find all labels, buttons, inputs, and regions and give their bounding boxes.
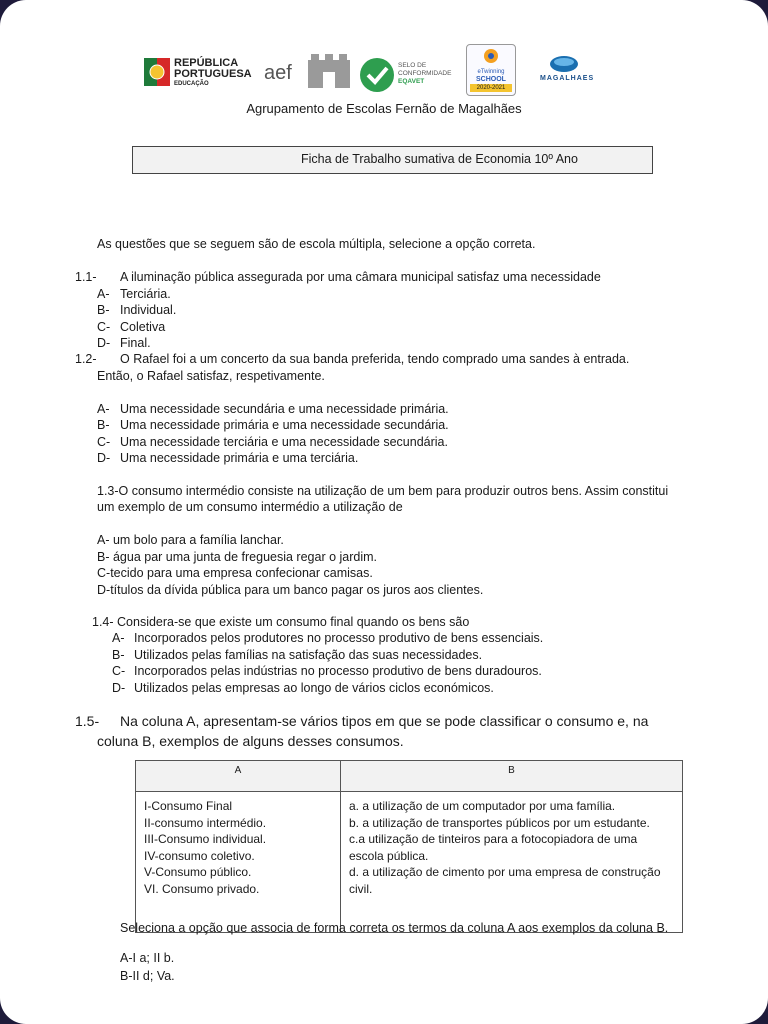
q1-1-option-letter: D- xyxy=(97,336,111,350)
column-b-item: c.a utilização de tinteiros para a fotocopiadora de uma escola pública. xyxy=(349,832,638,863)
aef-text: aef xyxy=(264,62,292,84)
eqavet-check-icon xyxy=(360,58,394,92)
q1-1-text: A iluminação pública assegurada por uma câmara municipal satisfaz uma necessidade xyxy=(120,270,601,284)
column-a-item: V-Consumo público. xyxy=(144,865,252,879)
q1-2-option-text: Uma necessidade primária e uma necessidade secundária. xyxy=(120,418,449,432)
q1-1-option-text: Terciária. xyxy=(120,287,171,301)
magalhaes-logo-text: MAGALHAES xyxy=(540,75,595,82)
logo-strip xyxy=(144,44,604,96)
school-name: Agrupamento de Escolas Fernão de Magalhães xyxy=(246,101,522,116)
q1-3-option: A- um bolo para a família lanchar. xyxy=(97,533,284,547)
column-b-item: d. a utilização de cimento por uma empresa de construção civil. xyxy=(349,865,661,896)
republica-emblem-icon xyxy=(144,58,170,86)
q1-5-instruction: Seleciona a opção que associa de forma correta os termos da coluna A aos exemplos da coluna B. xyxy=(120,921,669,935)
q1-3-text-line2: um exemplo de um consumo intermédio a utilização de xyxy=(97,500,403,514)
q1-2-text: O Rafael foi a um concerto da sua banda preferida, tendo comprado uma sandes à entrada. xyxy=(120,352,630,366)
q1-3-option: C-tecido para uma empresa confecionar camisas. xyxy=(97,566,373,580)
column-a-item: III-Consumo individual. xyxy=(144,832,267,846)
q1-4-text: 1.4- Considera-se que existe um consumo final quando os bens são xyxy=(92,615,470,629)
selo-line3: EQAVET xyxy=(398,78,425,85)
q1-5-number: 1.5- xyxy=(75,713,100,729)
worksheet-title: Ficha de Trabalho sumativa de Economia 10º Ano xyxy=(301,152,578,166)
q1-2-option-text: Uma necessidade terciária e uma necessidade secundária. xyxy=(120,435,448,449)
q1-4-option-letter: C- xyxy=(112,664,126,678)
column-b-item: a. a utilização de um computador por uma família. xyxy=(349,799,616,813)
column-a-cell xyxy=(136,792,341,933)
magalhaes-icon xyxy=(544,54,584,72)
q1-2-text-line2: Então, o Rafael satisfaz, respetivamente. xyxy=(97,369,325,383)
q1-3-option: D-títulos da dívida pública para um banco pagar os juros aos clientes. xyxy=(97,583,484,597)
twinning-line2: SCHOOL xyxy=(476,76,506,83)
q1-5-answer: A-I a; II b. xyxy=(120,951,175,965)
twinning-year: 2020-2021 xyxy=(470,84,512,92)
column-b-header: B xyxy=(341,761,683,792)
q1-4-option-letter: D- xyxy=(112,681,126,695)
q1-5-text-line1: Na coluna A, apresentam-se vários tipos em que se pode classificar o consumo e, na xyxy=(120,713,649,729)
q1-4-option-text: Incorporados pelos produtores no processo produtivo de bens essenciais. xyxy=(134,631,544,645)
intro-text: As questões que se seguem são de escola múltipla, selecione a opção correta. xyxy=(97,237,536,251)
q1-1-option-letter: C- xyxy=(97,320,111,334)
aef-logo xyxy=(262,54,354,90)
q1-1-number: 1.1- xyxy=(75,270,97,284)
q1-2-option-letter: B- xyxy=(97,418,110,432)
q1-4-option-text: Utilizados pelas empresas ao longo de vários ciclos económicos. xyxy=(134,681,494,695)
matching-table xyxy=(135,760,683,933)
castle-icon xyxy=(308,54,350,88)
q1-2-number: 1.2- xyxy=(75,352,97,366)
etwinning-star-icon xyxy=(481,48,501,64)
column-a-item: I-Consumo Final xyxy=(144,799,233,813)
title-box xyxy=(132,146,653,174)
q1-1-option-text: Individual. xyxy=(120,303,177,317)
q1-4-option-text: Utilizados pelas famílias na satisfação das suas necessidades. xyxy=(134,648,483,662)
q1-4-option-letter: B- xyxy=(112,648,125,662)
column-a-item: IV-consumo coletivo. xyxy=(144,848,255,863)
republica-logo xyxy=(174,58,252,89)
q1-1-option-text: Coletiva xyxy=(120,320,166,334)
column-a-header: A xyxy=(136,761,341,792)
republica-line3: EDUCAÇÃO xyxy=(174,81,209,87)
republica-line2: PORTUGUESA xyxy=(174,68,252,80)
q1-2-option-text: Uma necessidade primária e uma terciária. xyxy=(120,451,359,465)
column-b-item: b. a utilização de transportes públicos por um estudante. xyxy=(349,815,650,830)
etwinning-logo xyxy=(466,44,516,96)
selo-line2: CONFORMIDADE xyxy=(398,70,452,77)
column-b-cell xyxy=(341,792,683,933)
column-a-item: VI. Consumo privado. xyxy=(144,881,260,896)
q1-5-text-line2: coluna B, exemplos de alguns desses consumos. xyxy=(97,733,404,749)
q1-3-option: B- água par uma junta de freguesia regar o jardim. xyxy=(97,550,378,564)
q1-4-option-text: Incorporados pelas indústrias no processo produtivo de bens duradouros. xyxy=(134,664,542,678)
column-a-item: II-consumo intermédio. xyxy=(144,815,267,830)
twinning-line1: eTwinning xyxy=(477,69,505,75)
q1-2-option-text: Uma necessidade secundária e uma necessidade primária. xyxy=(120,402,449,416)
q1-1-option-text: Final. xyxy=(120,336,151,350)
q1-5-answer: B-II d; Va. xyxy=(120,969,175,983)
selo-line1: SELO DE xyxy=(398,62,427,69)
q1-3-text-line1: 1.3-O consumo intermédio consiste na utilização de um bem para produzir outros bens. Assim constitui xyxy=(97,484,669,498)
q1-2-option-letter: A- xyxy=(97,402,110,416)
q1-1-option-letter: B- xyxy=(97,303,110,317)
republica-line1: REPÚBLICA xyxy=(174,57,239,69)
selo-logo xyxy=(398,62,451,86)
q1-2-option-letter: D- xyxy=(97,451,111,465)
q1-4-option-letter: A- xyxy=(112,631,125,645)
q1-2-option-letter: C- xyxy=(97,435,111,449)
q1-1-option-letter: A- xyxy=(97,287,110,301)
